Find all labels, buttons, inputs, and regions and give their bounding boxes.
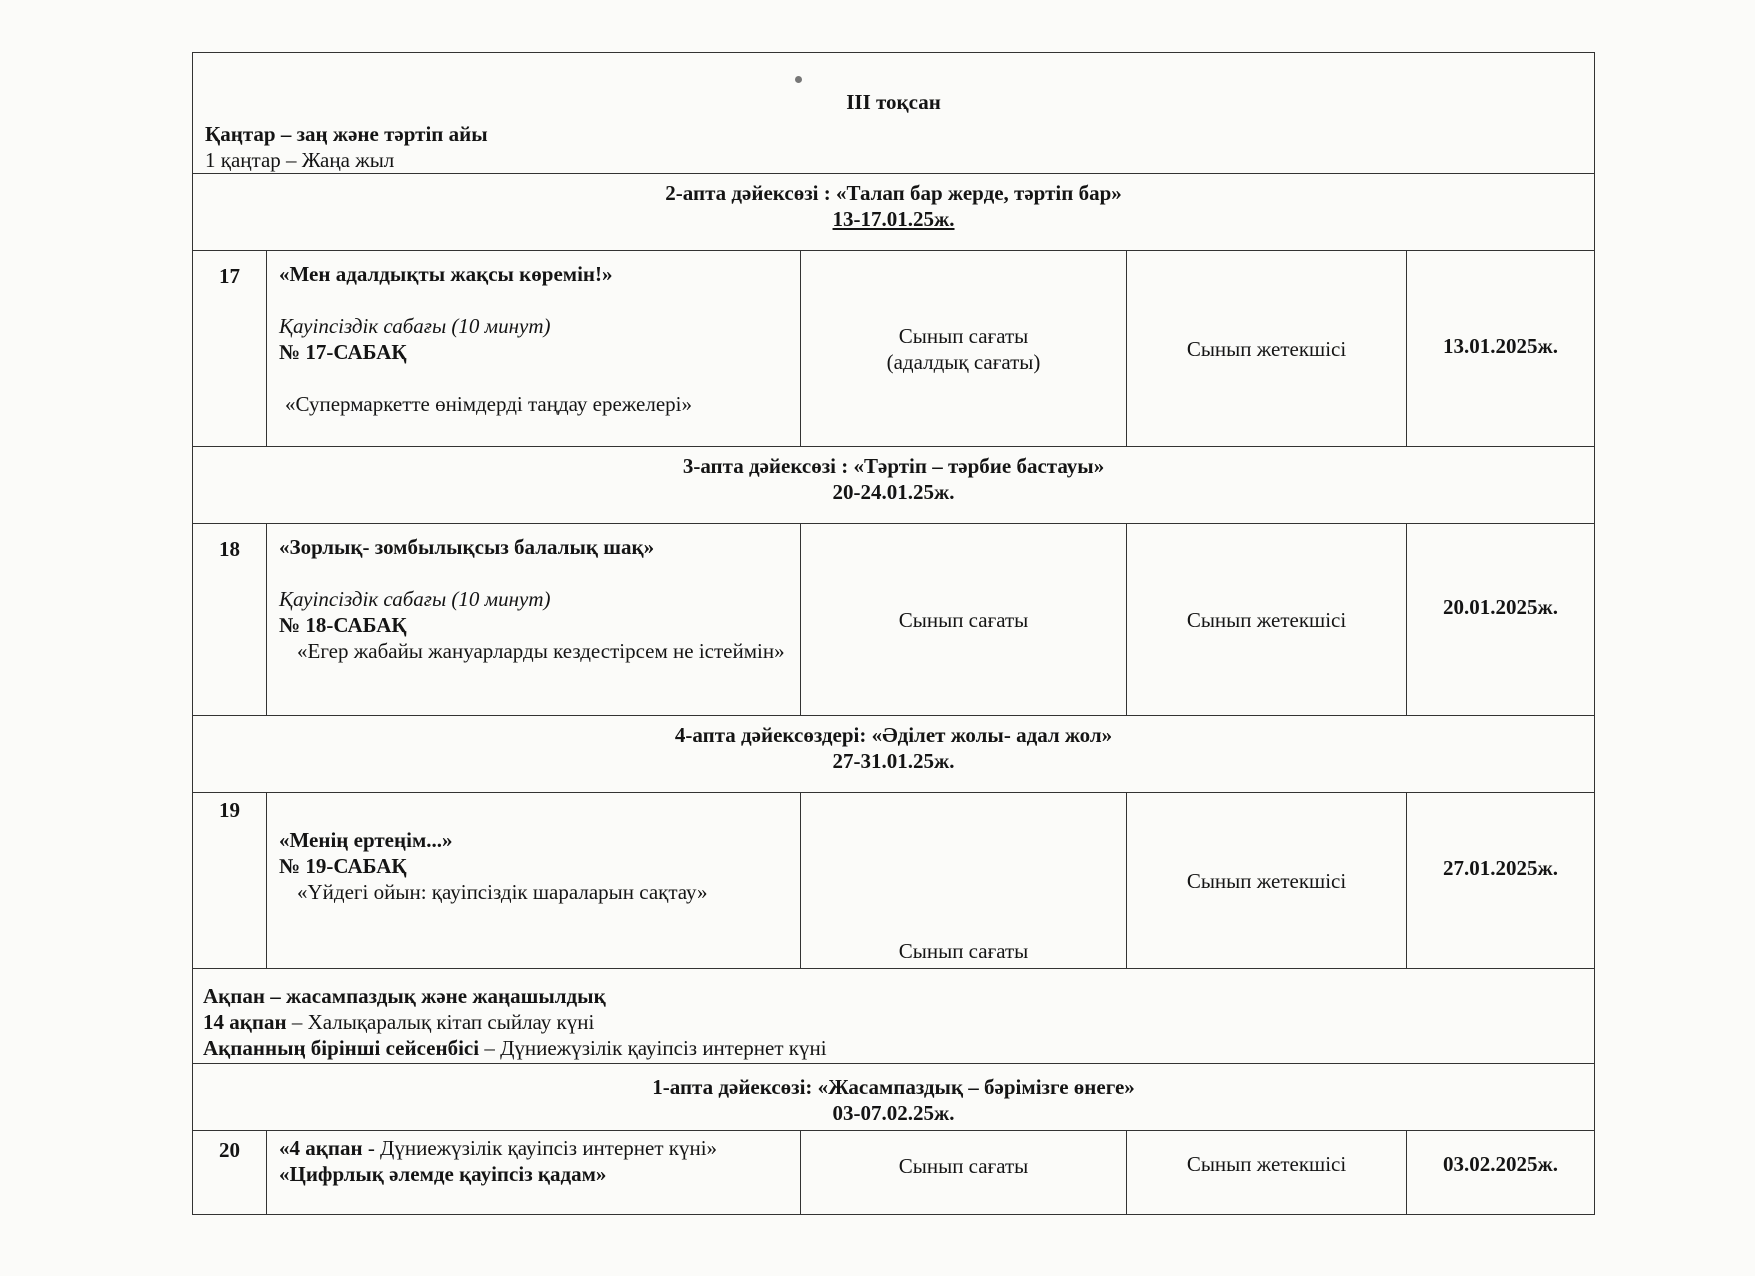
lesson-topic: «Үйдегі ойын: қауіпсіздік шараларын сақтау» <box>297 880 708 904</box>
week-motto: 3-апта дәйексөзі : «Тәртіп – тәрбие бастауы» <box>682 454 1105 478</box>
quarter-header-row <box>193 53 1595 174</box>
table-row <box>193 251 1595 447</box>
week-dates: 03-07.02.25ж. <box>832 1101 955 1125</box>
week-row <box>193 1064 1595 1131</box>
table-row <box>193 524 1595 716</box>
event-cell <box>267 524 801 716</box>
lesson-number: № 19-САБАҚ <box>279 854 407 878</box>
row-number: 17 <box>193 251 267 447</box>
safety-note: Қауіпсіздік сабағы (10 минут) <box>279 314 551 338</box>
month-theme: Ақпан – жасампаздық және жаңашылдық <box>203 984 606 1008</box>
event-line-date: 14 ақпан <box>203 1010 287 1034</box>
week-motto: 1-апта дәйексөзі: «Жасампаздық – бәрімізге өнеге» <box>652 1075 1135 1099</box>
week-dates: 13-17.01.25ж. <box>832 207 955 231</box>
week-header <box>193 716 1595 793</box>
week-header <box>193 174 1595 251</box>
event-date: 27.01.2025ж. <box>1407 793 1595 969</box>
form-cell <box>801 251 1127 447</box>
february-info <box>193 969 1595 1064</box>
week-row <box>193 716 1595 793</box>
month-theme: Қаңтар – заң және тәртіп айы <box>205 122 488 146</box>
event-line-text: – Халықаралық кітап сыйлау күні <box>286 1010 595 1034</box>
event-title-text: - Дүниежүзілік қауіпсіз интернет күні» <box>362 1136 718 1160</box>
event-title: «Мен адалдықты жақсы көремін!» <box>279 262 613 286</box>
row-number: 19 <box>193 793 267 969</box>
lesson-number: № 17-САБАҚ <box>279 340 407 364</box>
event-title-date: «4 ақпан <box>279 1136 363 1160</box>
event-line-text: – Дүниежүзілік қауіпсіз интернет күні <box>479 1036 827 1060</box>
event-line <box>203 1035 1582 1061</box>
event-title: «Менің ертеңім...» <box>279 828 453 852</box>
event-subtitle: «Цифрлық әлемде қауіпсіз қадам» <box>279 1162 607 1186</box>
form-cell: Сынып сағаты <box>801 1131 1127 1215</box>
event-cell <box>267 1131 801 1215</box>
responsible-cell: Сынып жетекшісі <box>1127 524 1407 716</box>
row-number: 20 <box>193 1131 267 1215</box>
event-form: Сынып сағаты <box>898 323 1029 348</box>
form-cell: Сынып сағаты <box>801 793 1127 969</box>
quarter-title: III тоқсан <box>846 90 941 114</box>
table-row <box>193 1131 1595 1215</box>
week-dates: 27-31.01.25ж. <box>832 749 955 773</box>
quarter-header <box>193 53 1595 174</box>
event-form-extra: (адалдық сағаты) <box>886 349 1041 374</box>
event-line <box>203 1009 1582 1035</box>
event-date: 03.02.2025ж. <box>1407 1131 1595 1215</box>
holiday-line: 1 қаңтар – Жаңа жыл <box>205 148 395 172</box>
plan-table <box>192 52 1595 1215</box>
safety-note: Қауіпсіздік сабағы (10 минут) <box>279 587 551 611</box>
week-dates: 20-24.01.25ж. <box>832 480 955 504</box>
document-page <box>192 52 1594 1186</box>
lesson-topic: «Егер жабайы жануарларды кездестірсем не істеймін» <box>297 639 785 663</box>
event-line-date: Ақпанның бірінші сейсенбісі <box>203 1036 480 1060</box>
row-number: 18 <box>193 524 267 716</box>
form-cell: Сынып сағаты <box>801 524 1127 716</box>
event-date: 13.01.2025ж. <box>1407 251 1595 447</box>
event-title: «Зорлық- зомбылықсыз балалық шақ» <box>279 535 655 559</box>
month-info-row <box>193 969 1595 1064</box>
week-motto: 4-апта дәйексөздері: «Әділет жолы- адал жол» <box>674 723 1113 747</box>
week-header <box>193 1064 1595 1131</box>
event-date: 20.01.2025ж. <box>1407 524 1595 716</box>
week-header <box>193 447 1595 524</box>
responsible-cell: Сынып жетекшісі <box>1127 1131 1407 1215</box>
responsible-cell: Сынып жетекшісі <box>1127 793 1407 969</box>
week-row <box>193 174 1595 251</box>
lesson-topic: «Супермаркетте өнімдерді таңдау ережелері» <box>285 392 692 416</box>
week-motto: 2-апта дәйексөзі : «Талап бар жерде, тәртіп бар» <box>665 181 1122 205</box>
event-cell <box>267 251 801 447</box>
responsible-cell: Сынып жетекшісі <box>1127 251 1407 447</box>
table-row <box>193 793 1595 969</box>
lesson-number: № 18-САБАҚ <box>279 613 407 637</box>
event-cell <box>267 793 801 969</box>
week-row <box>193 447 1595 524</box>
